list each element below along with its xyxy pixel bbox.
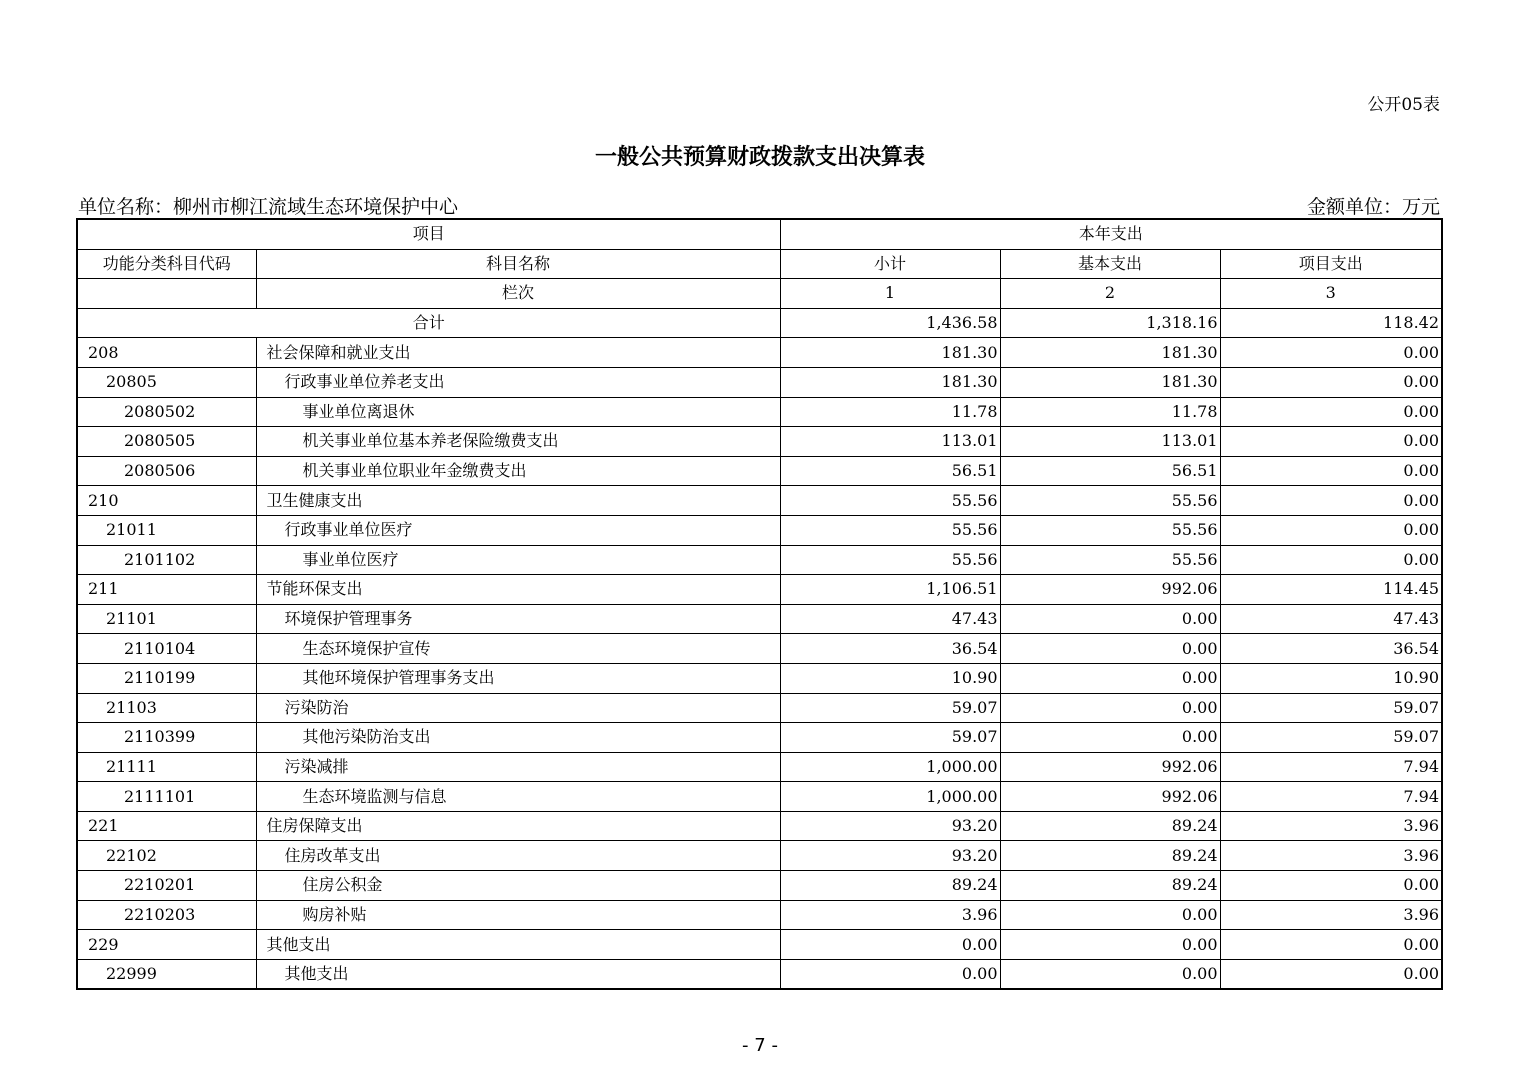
total-label: 合计	[77, 308, 780, 338]
table-row	[77, 663, 1442, 693]
row-project: 0.00	[1220, 338, 1442, 368]
table-row	[77, 515, 1442, 545]
row-name: 其他支出	[256, 959, 780, 989]
row-basic: 113.01	[1000, 427, 1220, 457]
table-row	[77, 959, 1442, 989]
row-code: 21103	[77, 693, 256, 723]
row-subtotal: 47.43	[780, 604, 1000, 634]
row-project: 0.00	[1220, 427, 1442, 457]
header-name: 科目名称	[256, 249, 780, 279]
row-project: 59.07	[1220, 693, 1442, 723]
row-project: 7.94	[1220, 782, 1442, 812]
row-subtotal: 55.56	[780, 486, 1000, 516]
row-subtotal: 93.20	[780, 841, 1000, 871]
row-code: 22102	[77, 841, 256, 871]
row-name: 生态环境保护宣传	[256, 634, 780, 664]
amount-unit: 金额单位：万元	[1306, 196, 1440, 218]
row-subtotal: 1,000.00	[780, 752, 1000, 782]
row-subtotal: 93.20	[780, 811, 1000, 841]
header-blank	[77, 279, 256, 309]
row-code: 2111101	[77, 782, 256, 812]
table-row	[77, 338, 1442, 368]
table-row	[77, 752, 1442, 782]
row-project: 114.45	[1220, 575, 1442, 605]
row-name: 卫生健康支出	[256, 486, 780, 516]
table-row	[77, 782, 1442, 812]
row-subtotal: 0.00	[780, 959, 1000, 989]
row-basic: 181.30	[1000, 367, 1220, 397]
row-subtotal: 1,000.00	[780, 782, 1000, 812]
column-number-2: 2	[1000, 279, 1220, 309]
row-basic: 0.00	[1000, 723, 1220, 753]
header-this-year: 本年支出	[780, 219, 1442, 249]
row-project: 0.00	[1220, 486, 1442, 516]
row-basic: 55.56	[1000, 515, 1220, 545]
table-row	[77, 811, 1442, 841]
row-basic: 0.00	[1000, 930, 1220, 960]
row-project: 36.54	[1220, 634, 1442, 664]
row-basic: 0.00	[1000, 604, 1220, 634]
row-name: 机关事业单位基本养老保险缴费支出	[256, 427, 780, 457]
total-basic: 1,318.16	[1000, 308, 1220, 338]
row-basic: 992.06	[1000, 752, 1220, 782]
row-subtotal: 59.07	[780, 693, 1000, 723]
row-code: 221	[77, 811, 256, 841]
row-name: 购房补贴	[256, 900, 780, 930]
table-row	[77, 545, 1442, 575]
row-code: 2110399	[77, 723, 256, 753]
table-row	[77, 723, 1442, 753]
row-name: 其他污染防治支出	[256, 723, 780, 753]
column-number-1: 1	[780, 279, 1000, 309]
row-project: 0.00	[1220, 959, 1442, 989]
row-name: 住房保障支出	[256, 811, 780, 841]
table-row	[77, 841, 1442, 871]
row-subtotal: 89.24	[780, 871, 1000, 901]
header-basic: 基本支出	[1000, 249, 1220, 279]
row-subtotal: 55.56	[780, 515, 1000, 545]
row-basic: 0.00	[1000, 900, 1220, 930]
page-number: - 7 -	[742, 1035, 778, 1056]
row-name: 其他环境保护管理事务支出	[256, 663, 780, 693]
row-project: 0.00	[1220, 367, 1442, 397]
row-code: 208	[77, 338, 256, 368]
page-title: 一般公共预算财政拨款支出决算表	[594, 144, 925, 170]
row-code: 2210201	[77, 871, 256, 901]
unit-name: 单位名称：柳州市柳江流域生态环境保护中心	[78, 196, 459, 218]
row-name: 社会保障和就业支出	[256, 338, 780, 368]
row-name: 节能环保支出	[256, 575, 780, 605]
row-code: 2080502	[77, 397, 256, 427]
row-subtotal: 59.07	[780, 723, 1000, 753]
row-project: 59.07	[1220, 723, 1442, 753]
row-subtotal: 36.54	[780, 634, 1000, 664]
table-row	[77, 900, 1442, 930]
row-project: 7.94	[1220, 752, 1442, 782]
header-row-1	[77, 219, 1442, 249]
row-basic: 55.56	[1000, 486, 1220, 516]
row-code: 22999	[77, 959, 256, 989]
row-subtotal: 3.96	[780, 900, 1000, 930]
header-project: 项目	[77, 219, 780, 249]
row-code: 2110104	[77, 634, 256, 664]
total-row	[77, 308, 1442, 338]
row-code: 2080505	[77, 427, 256, 457]
total-subtotal: 1,436.58	[780, 308, 1000, 338]
table-row	[77, 604, 1442, 634]
row-code: 20805	[77, 367, 256, 397]
row-name: 其他支出	[256, 930, 780, 960]
row-basic: 56.51	[1000, 456, 1220, 486]
row-subtotal: 11.78	[780, 397, 1000, 427]
table-row	[77, 693, 1442, 723]
row-subtotal: 1,106.51	[780, 575, 1000, 605]
row-code: 2101102	[77, 545, 256, 575]
row-code: 2080506	[77, 456, 256, 486]
header-project-expense: 项目支出	[1220, 249, 1442, 279]
row-basic: 181.30	[1000, 338, 1220, 368]
row-project: 0.00	[1220, 871, 1442, 901]
row-name: 行政事业单位养老支出	[256, 367, 780, 397]
column-label: 栏次	[256, 279, 780, 309]
row-subtotal: 55.56	[780, 545, 1000, 575]
row-basic: 992.06	[1000, 782, 1220, 812]
row-name: 住房公积金	[256, 871, 780, 901]
row-basic: 11.78	[1000, 397, 1220, 427]
row-project: 0.00	[1220, 397, 1442, 427]
row-code: 21011	[77, 515, 256, 545]
row-code: 211	[77, 575, 256, 605]
row-basic: 0.00	[1000, 663, 1220, 693]
table-row	[77, 575, 1442, 605]
row-basic: 89.24	[1000, 811, 1220, 841]
row-name: 事业单位离退休	[256, 397, 780, 427]
row-name: 住房改革支出	[256, 841, 780, 871]
row-subtotal: 0.00	[780, 930, 1000, 960]
row-basic: 0.00	[1000, 693, 1220, 723]
row-project: 3.96	[1220, 811, 1442, 841]
row-code: 21111	[77, 752, 256, 782]
row-name: 污染减排	[256, 752, 780, 782]
row-name: 行政事业单位医疗	[256, 515, 780, 545]
row-subtotal: 181.30	[780, 338, 1000, 368]
table-row	[77, 367, 1442, 397]
row-name: 环境保护管理事务	[256, 604, 780, 634]
row-name: 事业单位医疗	[256, 545, 780, 575]
row-basic: 55.56	[1000, 545, 1220, 575]
row-project: 47.43	[1220, 604, 1442, 634]
row-name: 生态环境监测与信息	[256, 782, 780, 812]
row-code: 229	[77, 930, 256, 960]
row-basic: 89.24	[1000, 871, 1220, 901]
row-code: 2110199	[77, 663, 256, 693]
row-project: 10.90	[1220, 663, 1442, 693]
row-project: 0.00	[1220, 930, 1442, 960]
column-number-3: 3	[1220, 279, 1442, 309]
row-project: 3.96	[1220, 900, 1442, 930]
budget-table	[76, 218, 1443, 990]
row-project: 0.00	[1220, 515, 1442, 545]
table-row	[77, 427, 1442, 457]
table-row	[77, 634, 1442, 664]
table-row	[77, 456, 1442, 486]
table-row	[77, 397, 1442, 427]
row-basic: 0.00	[1000, 634, 1220, 664]
header-code: 功能分类科目代码	[77, 249, 256, 279]
header-row-3	[77, 279, 1442, 309]
row-name: 污染防治	[256, 693, 780, 723]
header-subtotal: 小计	[780, 249, 1000, 279]
row-basic: 89.24	[1000, 841, 1220, 871]
row-project: 0.00	[1220, 545, 1442, 575]
row-subtotal: 56.51	[780, 456, 1000, 486]
row-project: 0.00	[1220, 456, 1442, 486]
row-code: 2210203	[77, 900, 256, 930]
row-code: 21101	[77, 604, 256, 634]
table-row	[77, 486, 1442, 516]
total-project: 118.42	[1220, 308, 1442, 338]
row-name: 机关事业单位职业年金缴费支出	[256, 456, 780, 486]
row-subtotal: 113.01	[780, 427, 1000, 457]
table-row	[77, 871, 1442, 901]
form-number: 公开05表	[1367, 95, 1440, 115]
row-basic: 992.06	[1000, 575, 1220, 605]
row-subtotal: 181.30	[780, 367, 1000, 397]
row-subtotal: 10.90	[780, 663, 1000, 693]
row-code: 210	[77, 486, 256, 516]
table-row	[77, 930, 1442, 960]
row-project: 3.96	[1220, 841, 1442, 871]
header-row-2	[77, 249, 1442, 279]
row-basic: 0.00	[1000, 959, 1220, 989]
